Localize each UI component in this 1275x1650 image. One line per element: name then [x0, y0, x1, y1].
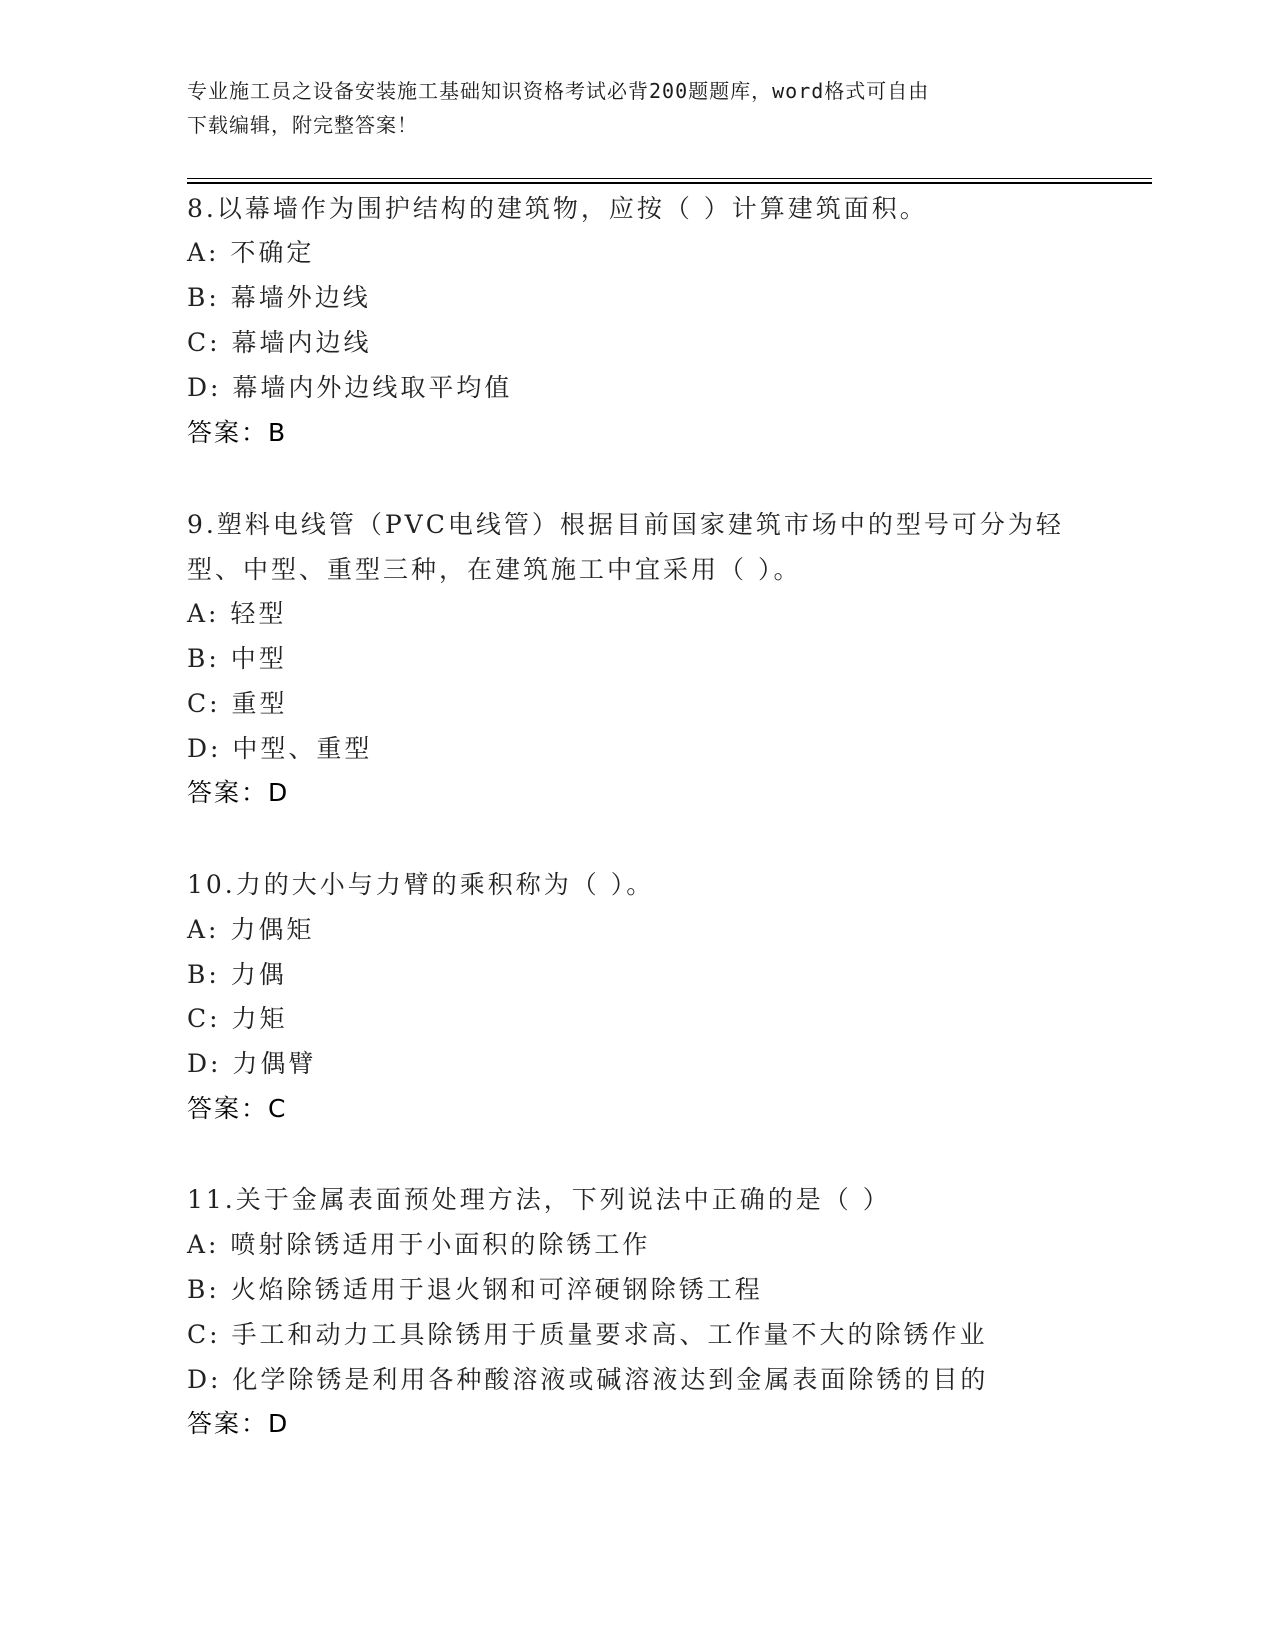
- document-header: [187, 74, 1067, 142]
- header-line-2: 下载编辑，附完整答案！: [187, 113, 418, 137]
- question-10-option-d: D: 力偶臂: [187, 1049, 317, 1078]
- question-9-option-a: A: 轻型: [187, 599, 287, 628]
- question-9-stem-line-2: 型、中型、重型三种，在建筑施工中宜采用（ ）。: [187, 555, 802, 584]
- question-9-option-d: D: 中型、重型: [187, 734, 373, 763]
- question-11-option-b: B: 火焰除锈适用于退火钢和可淬硬钢除锈工程: [187, 1275, 763, 1304]
- question-9-option-c: C: 重型: [187, 689, 288, 718]
- question-11-option-d: D: 化学除锈是利用各种酸溶液或碱溶液达到金属表面除锈的目的: [187, 1365, 989, 1394]
- header-line-1: 专业施工员之设备安装施工基础知识资格考试必背200题题库，word格式可自由: [187, 79, 930, 103]
- question-8-stem: 8.以幕墙作为围护结构的建筑物，应按（ ）计算建筑面积。: [187, 194, 928, 223]
- question-10-option-b: B: 力偶: [187, 960, 287, 989]
- question-10-stem: 10.力的大小与力臂的乘积称为（ ）。: [187, 870, 655, 899]
- question-9-stem-line-1: 9.塑料电线管（PVC电线管）根据目前国家建筑市场中的型号可分为轻: [187, 510, 1064, 539]
- question-8-option-a: A: 不确定: [187, 238, 315, 267]
- question-10-answer: 答案：C: [187, 1094, 288, 1123]
- question-9-answer: 答案：D: [187, 778, 290, 807]
- question-9-option-b: B: 中型: [187, 644, 287, 673]
- question-11-option-c: C: 手工和动力工具除锈用于质量要求高、工作量不大的除锈作业: [187, 1320, 988, 1349]
- question-8-option-d: D: 幕墙内外边线取平均值: [187, 373, 513, 402]
- question-11-stem: 11.关于金属表面预处理方法，下列说法中正确的是（ ）: [187, 1185, 891, 1214]
- header-divider-thin: [187, 178, 1152, 179]
- question-8-option-b: B: 幕墙外边线: [187, 283, 371, 312]
- question-8-answer: 答案：B: [187, 418, 288, 447]
- question-10-option-c: C: 力矩: [187, 1004, 288, 1033]
- question-11-answer: 答案：D: [187, 1409, 290, 1438]
- header-divider-thick: [187, 182, 1152, 184]
- question-10-option-a: A: 力偶矩: [187, 915, 315, 944]
- question-11-option-a: A: 喷射除锈适用于小面积的除锈工作: [187, 1230, 651, 1259]
- question-8-option-c: C: 幕墙内边线: [187, 328, 372, 357]
